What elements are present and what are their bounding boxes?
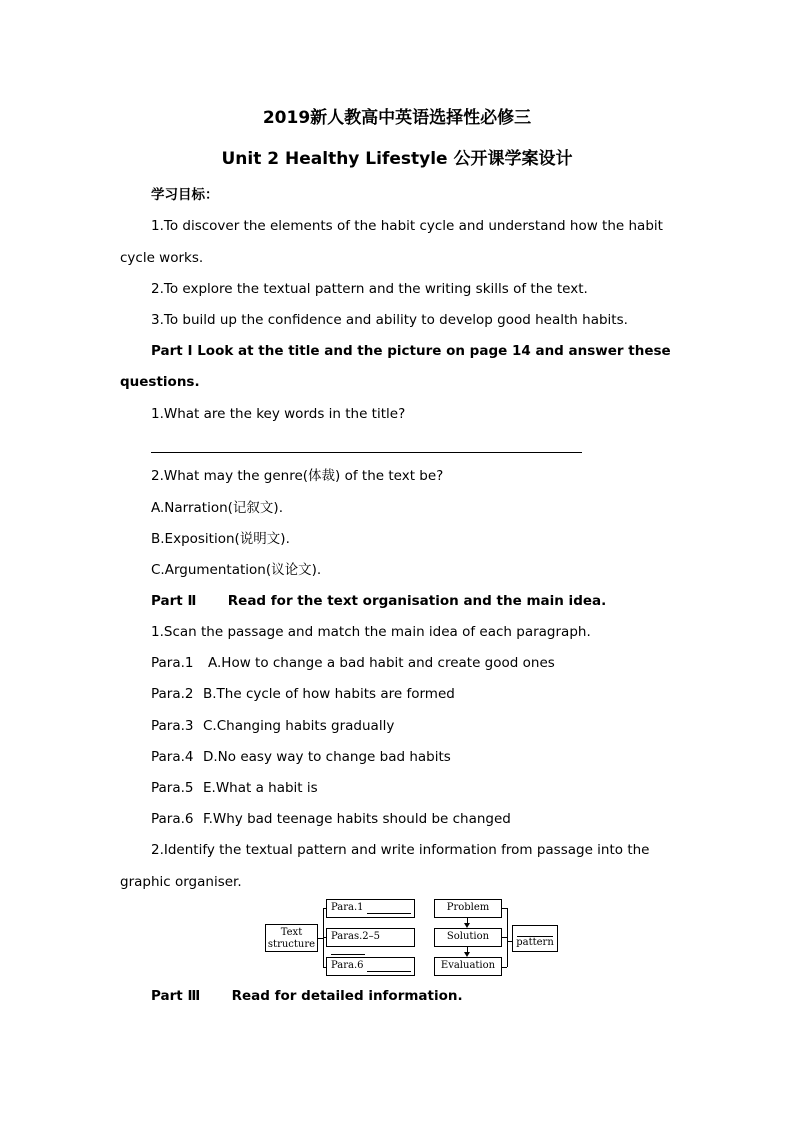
para-box — [326, 899, 415, 918]
objective-3: 3.To build up the confidence and ability to develop good health habits. — [151, 312, 628, 328]
step-box: Solution — [434, 928, 502, 947]
text-structure-label-2: structure — [267, 939, 316, 950]
objective-1-line-2: cycle works. — [120, 250, 204, 266]
answer-blank[interactable] — [331, 944, 365, 955]
objective-2: 2.To explore the textual pattern and the writing skills of the text. — [151, 281, 588, 297]
para-box-label: Para.6 — [331, 960, 364, 971]
part1-heading-line-2: questions. — [120, 374, 200, 390]
pattern-label: pattern — [516, 937, 554, 948]
part1-question-2: 2.What may the genre(体裁) of the text be? — [151, 468, 444, 484]
step-box: Problem — [434, 899, 502, 918]
part2-question-2: 2.Identify the textual pattern and write information from passage into the — [151, 842, 650, 858]
part1-heading — [151, 342, 671, 360]
para-box-label: Paras.2–5 — [331, 931, 381, 942]
match-row — [151, 654, 555, 672]
arrow-down-icon — [464, 952, 470, 957]
para-box-label: Para.1 — [331, 902, 364, 913]
para-box — [326, 928, 415, 947]
part1-heading-text: Look at the title and the picture on page 14 and answer these — [197, 343, 671, 359]
part3-heading — [151, 987, 463, 1005]
match-para: Para.3 — [151, 718, 194, 734]
step-box: Evaluation — [434, 957, 502, 976]
match-idea: D.No easy way to change bad habits — [203, 749, 451, 765]
part1-label: Part Ⅰ — [151, 343, 193, 359]
match-row — [151, 779, 318, 797]
match-idea: F.Why bad teenage habits should be changed — [203, 811, 511, 827]
match-idea: A.How to change a bad habit and create good ones — [208, 655, 555, 671]
match-para: Para.4 — [151, 749, 194, 765]
part2-label: Part Ⅱ — [151, 593, 197, 609]
part3-heading-text: Read for detailed information. — [231, 988, 463, 1004]
match-idea: C.Changing habits gradually — [203, 718, 395, 734]
connector — [502, 967, 507, 968]
match-row — [151, 717, 394, 735]
text-structure-label: Text — [280, 927, 303, 938]
pattern-box — [512, 925, 558, 952]
match-row — [151, 685, 455, 703]
answer-blank[interactable] — [367, 903, 411, 914]
option-b: B.Exposition(说明文). — [151, 531, 290, 547]
answer-line[interactable] — [151, 452, 582, 453]
answer-blank[interactable] — [367, 961, 411, 972]
bracket — [507, 908, 508, 967]
match-para: Para.1 — [151, 655, 194, 671]
objectives-heading: 学习目标： — [151, 187, 219, 203]
document-title: 2019新人教高中英语选择性必修三 — [262, 108, 532, 128]
match-idea: E.What a habit is — [203, 780, 318, 796]
match-row — [151, 810, 511, 828]
match-para: Para.5 — [151, 780, 194, 796]
match-idea: B.The cycle of how habits are formed — [203, 686, 455, 702]
part2-question-1: 1.Scan the passage and match the main idea of each paragraph. — [151, 624, 591, 640]
part1-question-1: 1.What are the key words in the title? — [151, 406, 406, 422]
objective-1-line-1: 1.To discover the elements of the habit cycle and understand how the habit — [151, 218, 663, 234]
option-a: A.Narration(记叙文). — [151, 500, 283, 516]
para-box — [326, 957, 415, 976]
match-para: Para.6 — [151, 811, 194, 827]
part2-question-2-line-2: graphic organiser. — [120, 874, 242, 890]
match-row — [151, 748, 451, 766]
document-subtitle: Unit 2 Healthy Lifestyle 公开课学案设计 — [221, 149, 573, 169]
arrow-down-icon — [464, 923, 470, 928]
text-structure-box — [265, 924, 318, 952]
part3-label: Part Ⅲ — [151, 988, 201, 1004]
option-c: C.Argumentation(议论文). — [151, 562, 322, 578]
match-para: Para.2 — [151, 686, 194, 702]
part2-heading — [151, 592, 606, 610]
part2-heading-text: Read for the text organisation and the main idea. — [227, 593, 607, 609]
answer-blank[interactable] — [517, 927, 553, 937]
